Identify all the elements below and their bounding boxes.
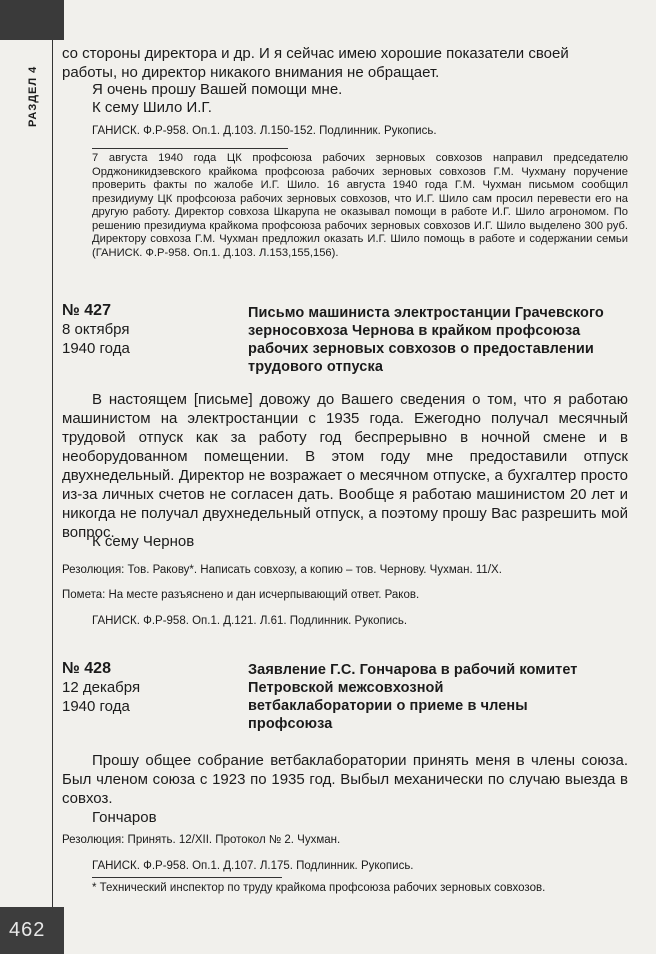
top-signature: К сему Шило И.Г. — [92, 99, 212, 116]
footnote: * Технический инспектор по труду крайкома профсоюза рабочих зерновых совхозов. — [92, 882, 546, 894]
top-note: 7 августа 1940 года ЦК профсоюза рабочих зерновых совхозов направил председателю Орджоникидзевского крайкома профсоюза рабочих зерновых совхозов Г.М. Чухману поручение проверить факты по жалобе И.Г. Шило. 16 августа 1940 года Г.М. Чухман письмом сообщил президиуму ЦК профсоюза рабочих зерновых совхозов, что И.Г. Шило сам просил перевести его на другую работу. Директор совхоза Шкарупа не оказывал помощи в работе И.Г. Шило агрономом. По решению президиума крайкома профсоюза рабочих зерновых совхозов И.Г. Шило выделено 300 руб. Директору совхоза Г.М. Чухман предложил оказать И.Г. Шило помощь в работе и содержании семьи (ГАНИСК. Ф.Р-958. Оп.1. Д.103. Л.153,155,156). — [92, 152, 628, 259]
doc428-date-line1: 12 декабря — [62, 679, 141, 696]
doc428-resolution: Резолюция: Принять. 12/XII. Протокол № 2. Чухман. — [62, 834, 341, 846]
doc428-number: № 428 — [62, 660, 111, 677]
footnote-rule — [92, 877, 282, 878]
doc427-mark: Помета: На месте разъяснено и дан исчерпывающий ответ. Раков. — [62, 589, 420, 601]
doc428-signature: Гончаров — [92, 809, 157, 826]
page-number: 462 — [9, 919, 46, 941]
doc427-date-line2: 1940 года — [62, 340, 130, 357]
section-label: РАЗДЕЛ 4 — [27, 65, 39, 127]
doc427-signature: К сему Чернов — [92, 533, 195, 550]
doc427-date-line1: 8 октября — [62, 321, 130, 338]
doc428-body: Прошу общее собрание ветбаклаборатории принять меня в члены союза. Был членом союза с 1923 по 1935 год. Выбыл механически по случаю выезда в совхоз. — [62, 752, 628, 807]
doc428-source: ГАНИСК. Ф.Р-958. Оп.1. Д.107. Л.175. Подлинник. Рукопись. — [92, 860, 414, 872]
doc428-meta — [62, 660, 242, 716]
doc427-number: № 427 — [62, 302, 111, 319]
doc427-resolution: Резолюция: Тов. Ракову*. Написать совхозу, а копию – тов. Чернову. Чухман. 11/Х. — [62, 564, 502, 576]
doc427-title: Письмо машиниста электростанции Грачевского зерносовхоза Чернова в крайком профсоюза рабочих зерновых совхозов о предоставлении трудового отпуска — [248, 305, 604, 375]
doc427-body: В настоящем [письме] довожу до Вашего сведения о том, что я работаю машинистом на электростанции с 1935 года. Ежегодно получал месячный трудовой отпуск как за работу год беспрерывно в ночной смене и в необорудованном помещении. В этом году мне предоставили отпуск двухнедельный. Директор не возражает о месячном отпуске, а бухгалтер просто из-за личных счетов не согласен дать. Вообще я работаю машинистом 20 лет и никогда не получал двухнедельный отпуск, а поэтому прошу Вас разрешить мой вопрос. — [62, 391, 628, 541]
top-text-line1: со стороны директора и др. И я сейчас имею хорошие показатели своей — [62, 45, 569, 62]
margin-rule — [52, 40, 53, 907]
top-text-line2: работы, но директор никакого внимания не обращает. — [62, 64, 440, 81]
doc428-title: Заявление Г.С. Гончарова в рабочий комитет Петровской межсовхозной ветбаклаборатории о приеме в члены профсоюза — [248, 662, 578, 732]
top-corner-block — [0, 0, 64, 40]
note-rule — [92, 148, 288, 149]
top-request: Я очень прошу Вашей помощи мне. — [92, 81, 343, 98]
doc428-date-line2: 1940 года — [62, 698, 130, 715]
doc427-source: ГАНИСК. Ф.Р-958. Оп.1. Д.121. Л.61. Подлинник. Рукопись. — [92, 615, 408, 627]
top-source: ГАНИСК. Ф.Р-958. Оп.1. Д.103. Л.150-152. Подлинник. Рукопись. — [92, 125, 437, 137]
doc427-meta — [62, 302, 242, 358]
